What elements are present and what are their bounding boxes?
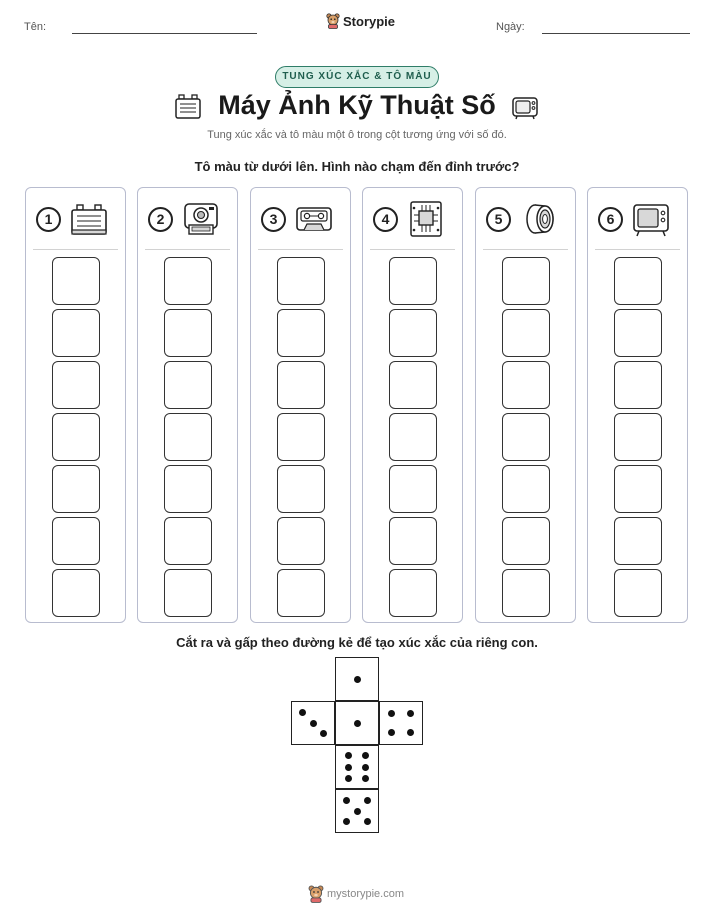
die-pip xyxy=(407,729,414,736)
color-cell[interactable] xyxy=(614,257,662,305)
die-pip xyxy=(354,676,361,683)
column-number: 5 xyxy=(486,207,511,232)
column-number: 3 xyxy=(261,207,286,232)
column-number: 2 xyxy=(148,207,173,232)
die-pip xyxy=(343,797,350,804)
color-cell[interactable] xyxy=(502,361,550,409)
column-divider xyxy=(370,249,455,250)
footer-url[interactable]: mystorypie.com xyxy=(327,888,405,900)
color-cell[interactable] xyxy=(277,413,325,461)
color-cell[interactable] xyxy=(52,413,100,461)
color-cell[interactable] xyxy=(502,569,550,617)
color-cell[interactable] xyxy=(502,413,550,461)
color-cell[interactable] xyxy=(502,257,550,305)
footer xyxy=(308,885,404,903)
color-cell[interactable] xyxy=(502,465,550,513)
color-cell[interactable] xyxy=(164,413,212,461)
date-line xyxy=(542,33,690,34)
color-cell[interactable] xyxy=(502,517,550,565)
die-face-1 xyxy=(335,657,379,701)
die-face-3 xyxy=(291,701,335,745)
color-cell[interactable] xyxy=(277,361,325,409)
color-cell[interactable] xyxy=(614,413,662,461)
cutout-instruction: Cắt ra và gấp theo đường kẻ để tạo xúc xắc của riêng con. xyxy=(176,635,538,650)
page-subtitle: Tung xúc xắc và tô màu một ô trong cột tương ứng với số đó. xyxy=(207,129,507,141)
color-cell[interactable] xyxy=(164,257,212,305)
brand-logo xyxy=(326,13,395,29)
die-pip xyxy=(354,720,361,727)
color-cell[interactable] xyxy=(389,465,437,513)
color-cell[interactable] xyxy=(52,257,100,305)
die-pip xyxy=(364,797,371,804)
coloring-instruction: Tô màu từ dưới lên. Hình nào chạm đến đỉnh trước? xyxy=(194,159,520,174)
die-pip xyxy=(345,775,352,782)
column-divider xyxy=(595,249,680,250)
color-cell[interactable] xyxy=(614,465,662,513)
color-cell[interactable] xyxy=(614,309,662,357)
column-number: 4 xyxy=(373,207,398,232)
color-cell[interactable] xyxy=(52,465,100,513)
color-cell[interactable] xyxy=(614,517,662,565)
column-divider xyxy=(33,249,118,250)
brand-name: Storypie xyxy=(343,13,396,29)
die-pip xyxy=(362,752,369,759)
color-cell[interactable] xyxy=(52,517,100,565)
die-pip xyxy=(362,775,369,782)
color-cell[interactable] xyxy=(389,517,437,565)
color-cell[interactable] xyxy=(52,569,100,617)
color-cell[interactable] xyxy=(389,361,437,409)
color-cell[interactable] xyxy=(164,465,212,513)
color-cell[interactable] xyxy=(389,413,437,461)
camera-lens-icon xyxy=(519,200,559,238)
die-pip xyxy=(364,818,371,825)
retro-tv-icon xyxy=(510,92,540,122)
bear-icon xyxy=(326,13,340,29)
instant-camera-icon xyxy=(181,200,221,238)
color-cell[interactable] xyxy=(389,257,437,305)
color-cell[interactable] xyxy=(277,309,325,357)
die-pip xyxy=(345,752,352,759)
die-pip xyxy=(362,764,369,771)
die-face-1 xyxy=(335,701,379,745)
column-divider xyxy=(258,249,343,250)
die-pip xyxy=(345,764,352,771)
die-face-4 xyxy=(379,701,423,745)
name-line xyxy=(72,33,257,34)
die-pip xyxy=(388,710,395,717)
color-cell[interactable] xyxy=(277,465,325,513)
color-cell[interactable] xyxy=(389,309,437,357)
color-cell[interactable] xyxy=(614,569,662,617)
die-pip xyxy=(388,729,395,736)
column-divider xyxy=(145,249,230,250)
color-cell[interactable] xyxy=(277,257,325,305)
date-label: Ngày: xyxy=(496,21,525,33)
die-face-6 xyxy=(335,745,379,789)
die-pip xyxy=(343,818,350,825)
die-face-5 xyxy=(335,789,379,833)
color-cell[interactable] xyxy=(614,361,662,409)
column-2 xyxy=(137,187,238,623)
color-cell[interactable] xyxy=(277,517,325,565)
column-4 xyxy=(362,187,463,623)
name-label: Tên: xyxy=(24,21,47,33)
die-pip xyxy=(407,710,414,717)
die-pip xyxy=(354,808,361,815)
microchip-icon xyxy=(406,200,446,238)
color-cell[interactable] xyxy=(52,361,100,409)
column-3 xyxy=(250,187,351,623)
column-divider xyxy=(483,249,568,250)
color-cell[interactable] xyxy=(164,517,212,565)
bear-icon xyxy=(308,885,324,903)
column-number: 1 xyxy=(36,207,61,232)
color-cell[interactable] xyxy=(164,309,212,357)
column-6 xyxy=(587,187,688,623)
retro-tv-icon xyxy=(631,200,671,238)
color-cell[interactable] xyxy=(164,361,212,409)
color-cell[interactable] xyxy=(52,309,100,357)
column-number: 6 xyxy=(598,207,623,232)
color-cell[interactable] xyxy=(164,569,212,617)
battery-icon xyxy=(69,200,109,238)
color-cell[interactable] xyxy=(502,309,550,357)
die-pip xyxy=(320,730,327,737)
die-pip xyxy=(299,709,306,716)
die-pip xyxy=(310,720,317,727)
column-1 xyxy=(25,187,126,623)
color-cell[interactable] xyxy=(277,569,325,617)
column-5 xyxy=(475,187,576,623)
page-title: Máy Ảnh Kỹ Thuật Số xyxy=(218,90,496,120)
activity-badge: TUNG XÚC XẮC & TÔ MÀU xyxy=(275,66,439,88)
cassette-tape-icon xyxy=(294,200,334,238)
color-cell[interactable] xyxy=(389,569,437,617)
